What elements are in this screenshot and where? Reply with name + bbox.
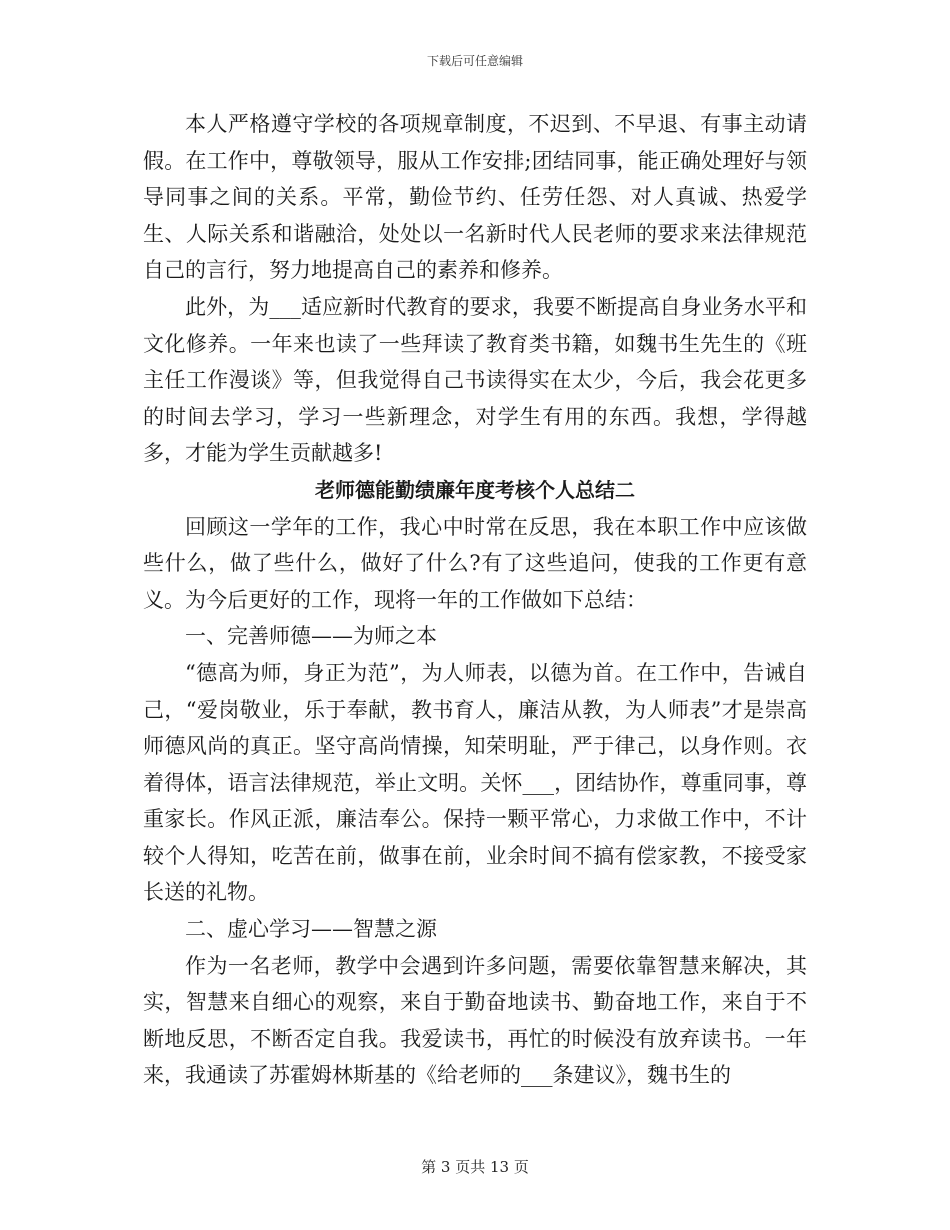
page-footer: 第 3 页共 13 页 (421, 1158, 529, 1176)
paragraph-learning: 作为一名老师，教学中会遇到许多问题，需要依靠智慧来解决，其实，智慧来自细心的观察，来自于勤奋地读书、勤奋地工作，来自于不断地反思，不断否定自我。我爱读书，再忙的时候没有放弃读书。一年来，我通读了苏霍姆林斯基的《给老师的___条建议》，魏书生的 (143, 953, 807, 1088)
subheading-learning: 二、虚心学习——智慧之源 (185, 917, 437, 942)
section-title: 老师德能勤绩廉年度考核个人总结二 (315, 477, 635, 502)
header-note: 下载后可任意编辑 (426, 54, 523, 68)
paragraph-review: 回顾这一学年的工作，我心中时常在反思，我在本职工作中应该做些什么，做了些什么，做好了什么?有了这些追问，使我的工作更有意义。为今后更好的工作，现将一年的工作做如下总结： (143, 514, 807, 612)
paragraph-discipline: 本人严格遵守学校的各项规章制度，不迟到、不早退、有事主动请假。在工作中，尊敬领导，服从工作安排;团结同事，能正确处理好与领导同事之间的关系。平常，勤俭节约、任劳任怨、对人真诚、热爱学生、人际关系和谐融洽，处处以一名新时代人民老师的要求来法律规范自己的言行，努力地提高自己的素养和修养。 (143, 112, 807, 283)
paragraph-ethics: “德高为师，身正为范”，为人师表，以德为首。在工作中，告诫自己，“爱岗敬业，乐于奉献，教书育人，廉洁从教，为人师表”才是崇高师德风尚的真正。坚守高尚情操，知荣明耻，严于律己，以身作则。衣着得体，语言法律规范，举止文明。关怀___，团结协作，尊重同事，尊重家长。作风正派，廉洁奉公。保持一颗平常心，力求做工作中，不计较个人得知，吃苦在前，做事在前，业余时间不搞有偿家教，不接受家长送的礼物。 (143, 660, 807, 905)
document-body (143, 106, 807, 1094)
paragraph-study: 此外，为___适应新时代教育的要求，我要不断提高自身业务水平和文化修养。一年来也读了一些拜读了教育类书籍，如魏书生先生的《班主任工作漫谈》等，但我觉得自己书读得实在太少，今后，我会花更多的时间去学习，学习一些新理念，对学生有用的东西。我想，学得越多，才能为学生贡献越多! (143, 294, 807, 466)
subheading-ethics: 一、完善师德——为师之本 (185, 624, 437, 649)
